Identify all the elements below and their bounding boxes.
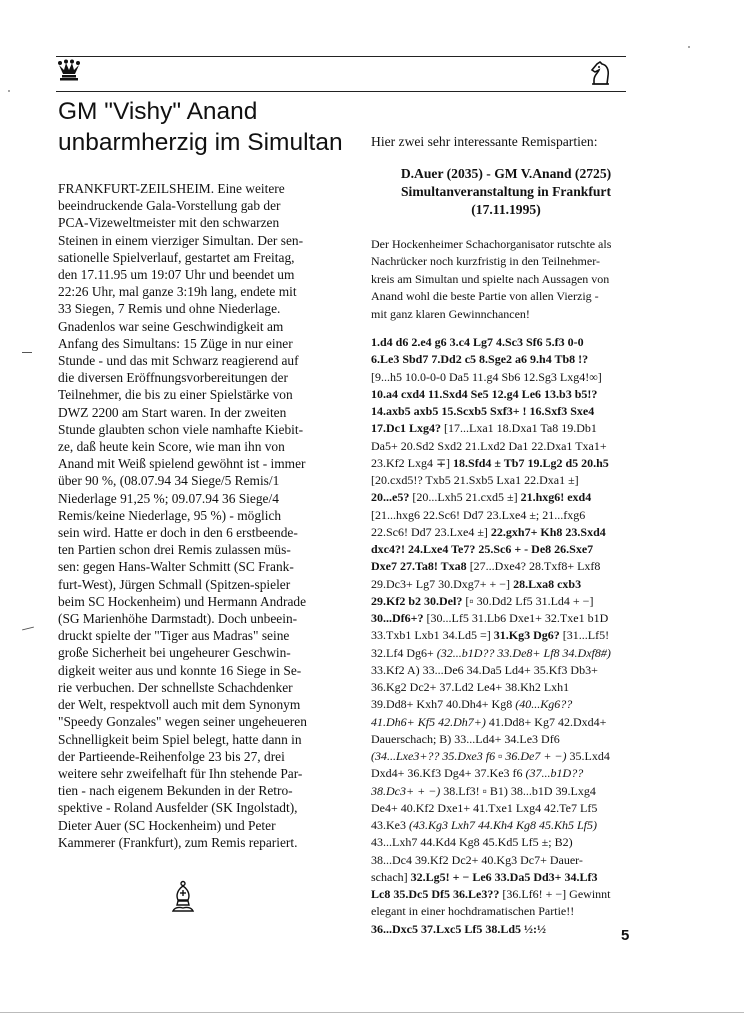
move-line: 38...Dc4 39.Kf2 Dc2+ 40.Kg3 Dc7+ Dauer- xyxy=(371,852,583,867)
variation: [20...Lxh5 21.cxd5 ±] xyxy=(409,490,521,505)
move-line xyxy=(371,576,661,593)
sub-variation: 41.Dh6+ Kf5 42.Dh7+) xyxy=(371,714,486,729)
variation: [30...Lf5 31.Lb6 Dxe1+ 32.Txe1 b1D xyxy=(423,611,609,625)
variation: 43.Ke3 xyxy=(371,818,409,832)
game-header xyxy=(371,165,641,219)
article-body-line: PCA-Vizeweltmeister mit den schwarzen xyxy=(58,215,280,231)
move-line xyxy=(371,869,661,886)
article-body-line: digkeit weiter aus und konnte 16 Siege in Se- xyxy=(58,662,302,678)
move-line xyxy=(371,593,661,610)
move-line: [21...hxg6 22.Sc6! Dd7 23.Lxe4 ±; 21...fxg6 xyxy=(371,507,586,522)
move-line: De4+ 40.Kf2 Dxe1+ 41.Txe1 Lxg4 42.Te7 Lf5 xyxy=(371,800,598,815)
mainline-moves: 22.gxh7+ Kh8 23.Sxd4 xyxy=(490,524,606,539)
sub-variation: (32...b1D?? 33.De8+ Lf8 34.Dxf8#) xyxy=(436,645,611,660)
game-intro-line: mit ganz klaren Gewinnchancen! xyxy=(371,306,530,321)
article-body-line: FRANKFURT-ZEILSHEIM. Eine weitere xyxy=(58,181,285,196)
game-intro-line: Anand wohl die beste Partie von allen Vierzig - xyxy=(371,289,599,304)
move-line xyxy=(371,696,661,713)
article-body-line: Remis/keine Niederlage, 95 %) - möglich xyxy=(58,507,282,523)
article-body-line: furt-West), Jürgen Schmall (Spitzen-spieler xyxy=(58,576,291,592)
variation: 41.Dd8+ Kg7 42.Dxd4+ xyxy=(485,714,607,729)
article-body-line: spektive - Roland Ausfelder (SK Ingolstadt), xyxy=(58,800,298,816)
article-body-line: weitere sehr zweifelhaft für Ihn stehende Par- xyxy=(58,765,303,781)
article-body-line: ten Partien schon drei Remis zulassen müs- xyxy=(58,542,291,558)
move-line xyxy=(371,489,661,506)
move-line xyxy=(371,610,661,627)
scan-speck xyxy=(8,90,10,92)
move-line xyxy=(371,783,661,800)
article-body-line: Niederlage 91,25 %; 09.07.94 36 Siege/4 xyxy=(58,490,279,506)
article-body-line: 22:26 Uhr, mal ganze 3:19h lang, endete mit xyxy=(58,284,297,300)
mainline-moves: 31.Kg3 Dg6? xyxy=(493,628,560,643)
article-headline: GM "Vishy" Anand unbarmherzig im Simultan xyxy=(58,98,343,156)
article-body-line: beeindruckende Gala-Vorstellung gab der xyxy=(58,198,281,214)
game-players: D.Auer (2035) - GM V.Anand (2725) xyxy=(400,166,612,181)
move-line: elegant in einer hochdramatischen Partie!! xyxy=(371,904,575,919)
article-body-line: Kammerer (Frankfurt), zum Remis repariert. xyxy=(58,834,298,850)
variation: 29.Dc3+ Lg7 30.Dxg7+ + −] xyxy=(371,576,514,591)
move-line xyxy=(371,817,661,834)
article-body-line: Schnelligkeit beim Spiel belegt, hatte dann in xyxy=(58,731,302,747)
variation: [▫ 30.Dd2 Lf5 31.Ld4 + −] xyxy=(462,593,594,608)
mainline-moves: 21.hxg6! exd4 xyxy=(520,490,592,505)
article-body-line: "Speedy Gonzales" wegen seiner ungeheueren xyxy=(58,714,307,730)
article-body-line: druckt spielte der "Tiger aus Madras" seine xyxy=(58,628,290,644)
variation: [27...Dxe4? 28.Txf8+ Lxf8 xyxy=(466,559,601,574)
move-line: 33.Kf2 A) 33...De6 34.Da5 Ld4+ 35.Kf3 Db3+ xyxy=(371,662,598,677)
bishop-icon xyxy=(169,880,197,914)
knight-icon xyxy=(588,60,614,86)
move-line: Dauerschach; B) 33...Ld4+ 34.Le3 Df6 xyxy=(371,731,560,746)
move-line: 14.axb5 axb5 15.Scxb5 Sxf3+ ! 16.Sxf3 Sxe4 xyxy=(371,404,595,418)
sub-variation: (37...b1D?? xyxy=(525,766,584,781)
mainline-moves: Dxe7 27.Ta8! Txa8 xyxy=(371,559,467,574)
variation: 38.Lf3! ▫ B1) 38...b1D 39.Lxg4 xyxy=(440,783,596,798)
move-line xyxy=(371,748,661,765)
variation: 22.Sc6! Dd7 23.Lxe4 ±] xyxy=(371,524,491,539)
move-line xyxy=(371,714,661,731)
footer-rule xyxy=(0,1012,744,1013)
mainline-moves: Lc8 35.Dc5 Df5 36.Le3?? xyxy=(371,887,500,901)
sub-variation: (43.Kg3 Lxh7 44.Kh4 Kg8 45.Kh5 Lf5) xyxy=(409,818,598,832)
move-line xyxy=(371,558,661,575)
article-body-line: Dieter Auer (SC Hockenheim) und Peter xyxy=(58,817,276,833)
article-body-line: Steinen in einem vierziger Simultan. Der sen- xyxy=(58,232,304,248)
variation: 23.Kf2 Lxg4 ∓] xyxy=(371,455,454,470)
mainline-moves: 20...e5? xyxy=(371,490,410,505)
sub-variation: (34...Lxe3+?? 35.Dxe3 f6 ▫ 36.De7 + −) xyxy=(371,749,567,763)
game-moves xyxy=(371,334,661,938)
move-line: 36...Dxc5 37.Lxc5 Lf5 38.Ld5 ½:½ xyxy=(371,921,546,936)
variation: 33.Txb1 Lxb1 34.Ld5 =] xyxy=(371,628,494,643)
margin-mark xyxy=(22,352,32,353)
article-body-line: der Welt, respektvoll auch mit dem Synonym xyxy=(58,697,301,713)
sub-variation: (40...Kg6?? xyxy=(515,697,573,712)
article-body-line: ze, daß heute kein Score, wie man ihn von xyxy=(58,439,285,455)
move-line xyxy=(371,455,661,472)
header-underline xyxy=(56,91,626,92)
move-line: 10.a4 cxd4 11.Sxd4 Se5 12.g4 Le6 13.b3 b5!? xyxy=(371,386,598,401)
move-line xyxy=(371,765,661,782)
article-body-line: sen: gegen Hans-Walter Schmitt (SC Frank- xyxy=(58,559,294,575)
move-line: [9...h5 10.0-0-0 Da5 11.g4 Sb6 12.Sg3 Lxg4!∞] xyxy=(371,369,602,384)
move-line: 43...Lxh7 44.Kd4 Kg8 45.Kd5 Lf5 ±; B2) xyxy=(371,835,573,850)
move-line xyxy=(371,645,661,662)
game-intro-line: kreis am Simultan und spielte nach Aussagen von xyxy=(371,271,610,286)
move-line xyxy=(371,886,661,903)
article-body-line: tien - nach eigenem Bekunden in der Retro- xyxy=(58,783,293,799)
move-line: [20.cxd5!? Txb5 21.Sxb5 Lxa1 22.Dxa1 ±] xyxy=(371,473,579,487)
article-body-line: Anfang des Simultans: 15 Züge in nur einer xyxy=(58,335,293,351)
article-body-line: die diversen Eröffnungsvorbereitungen der xyxy=(58,370,288,386)
variation: schach] xyxy=(371,869,411,884)
variation: Dxd4+ 36.Kf3 Dg4+ 37.Ke3 f6 xyxy=(371,766,526,781)
mainline-moves: 17.Dc1 Lxg4? xyxy=(371,421,441,436)
queen-icon xyxy=(57,59,81,81)
article-body-line: rie verbuchen. Der schnellste Schachdenker xyxy=(58,679,293,695)
game-introduction xyxy=(371,236,651,323)
game-intro-line: Nachrücker noch kurzfristig in den Teilnehmer- xyxy=(371,254,600,269)
margin-mark xyxy=(22,627,34,631)
article-body-line: Stunde glaubten schon viele namhafte Kiebit- xyxy=(58,421,304,437)
article-body-line: über 90 %, (08.07.94 34 Siege/5 Remis/1 xyxy=(58,473,280,489)
variation: 35.Lxd4 xyxy=(566,749,610,763)
article-body-line: große Sicherheit bei ungeheurer Geschwin- xyxy=(58,645,291,661)
move-line: 6.Le3 Sbd7 7.Dd2 c5 8.Sge2 a6 9.h4 Tb8 !? xyxy=(371,352,589,367)
article-body-line: (SG Marienhöhe Darmstadt). Doch unbeein- xyxy=(58,611,298,627)
article-body-line: 33 Siegen, 7 Remis und ohne Niederlage. xyxy=(58,301,281,317)
article-body-line: Gnadenlos war seine Geschwindigkeit am xyxy=(58,318,284,334)
article-body-line: den 17.11.95 um 19:07 Uhr und beendet um xyxy=(58,267,295,283)
article-body-line: Stunde - und das mit Schwarz reagierend auf xyxy=(58,353,299,369)
article-body-line: Anand mit Weiß spielend gewöhnt ist - immer xyxy=(58,456,306,472)
game-date: (17.11.1995) xyxy=(471,202,541,217)
games-intro: Hier zwei sehr interessante Remispartien: xyxy=(371,134,598,149)
move-line xyxy=(371,627,661,644)
scan-speck xyxy=(688,46,690,48)
move-line: Da5+ 20.Sd2 Sxd2 21.Lxd2 Da1 22.Dxa1 Txa1+ xyxy=(371,438,607,453)
page-number: 5 xyxy=(621,927,630,944)
move-line xyxy=(371,420,661,437)
variation: 32.Lf4 Dg6+ xyxy=(371,645,437,660)
variation: [36.Lf6! + −] Gewinnt xyxy=(499,887,611,901)
sub-variation: 38.Dc3+ + −) xyxy=(371,783,441,798)
move-line: dxc4?! 24.Lxe4 Te7? 25.Sc6 + - De8 26.Sxe7 xyxy=(371,542,594,556)
article-body-line: beim SC Hockenheim) und Hermann Andrade xyxy=(58,593,307,609)
header-rule xyxy=(56,56,626,57)
article-body-line: Teilnehmer, die bis zu einer Spielstärke von xyxy=(58,387,293,403)
mainline-moves: 30...Df6+? xyxy=(371,611,424,625)
variation: [31...Lf5! xyxy=(559,628,610,643)
mainline-moves: 28.Lxa8 cxb3 xyxy=(513,576,582,591)
game-event: Simultanveranstaltung in Frankfurt xyxy=(401,184,611,199)
move-line: 1.d4 d6 2.e4 g6 3.c4 Lg7 4.Sc3 Sf6 5.f3 0-0 xyxy=(371,335,584,349)
move-line xyxy=(371,524,661,541)
variation: [17...Lxa1 18.Dxa1 Ta8 19.Db1 xyxy=(441,421,597,436)
article-body-line: der Partieende-Reihenfolge 23 bis 27, drei xyxy=(58,748,285,764)
article-body-line: sationelle Spielverlauf, gestartet am Freitag, xyxy=(58,249,295,265)
mainline-moves: 18.Sfd4 ± Tb7 19.Lg2 d5 20.h5 xyxy=(453,455,609,470)
article-body-line: DWZ 2200 am Start waren. In der zweiten xyxy=(58,404,287,420)
game-intro-line: Der Hockenheimer Schachorganisator rutschte als xyxy=(371,237,612,251)
variation: 39.Dd8+ Kxh7 40.Dh4+ Kg8 xyxy=(371,697,516,712)
article-body-line: sein wird. Hatte er doch in den 6 erstbeende- xyxy=(58,525,298,541)
mainline-moves: 29.Kf2 b2 30.Del? xyxy=(371,593,463,608)
article-body xyxy=(58,180,328,851)
mainline-moves: 32.Lg5! + − Le6 33.Da5 Dd3+ 34.Lf3 xyxy=(410,869,598,884)
move-line: 36.Kg2 Dc2+ 37.Ld2 Le4+ 38.Kh2 Lxh1 xyxy=(371,680,570,694)
